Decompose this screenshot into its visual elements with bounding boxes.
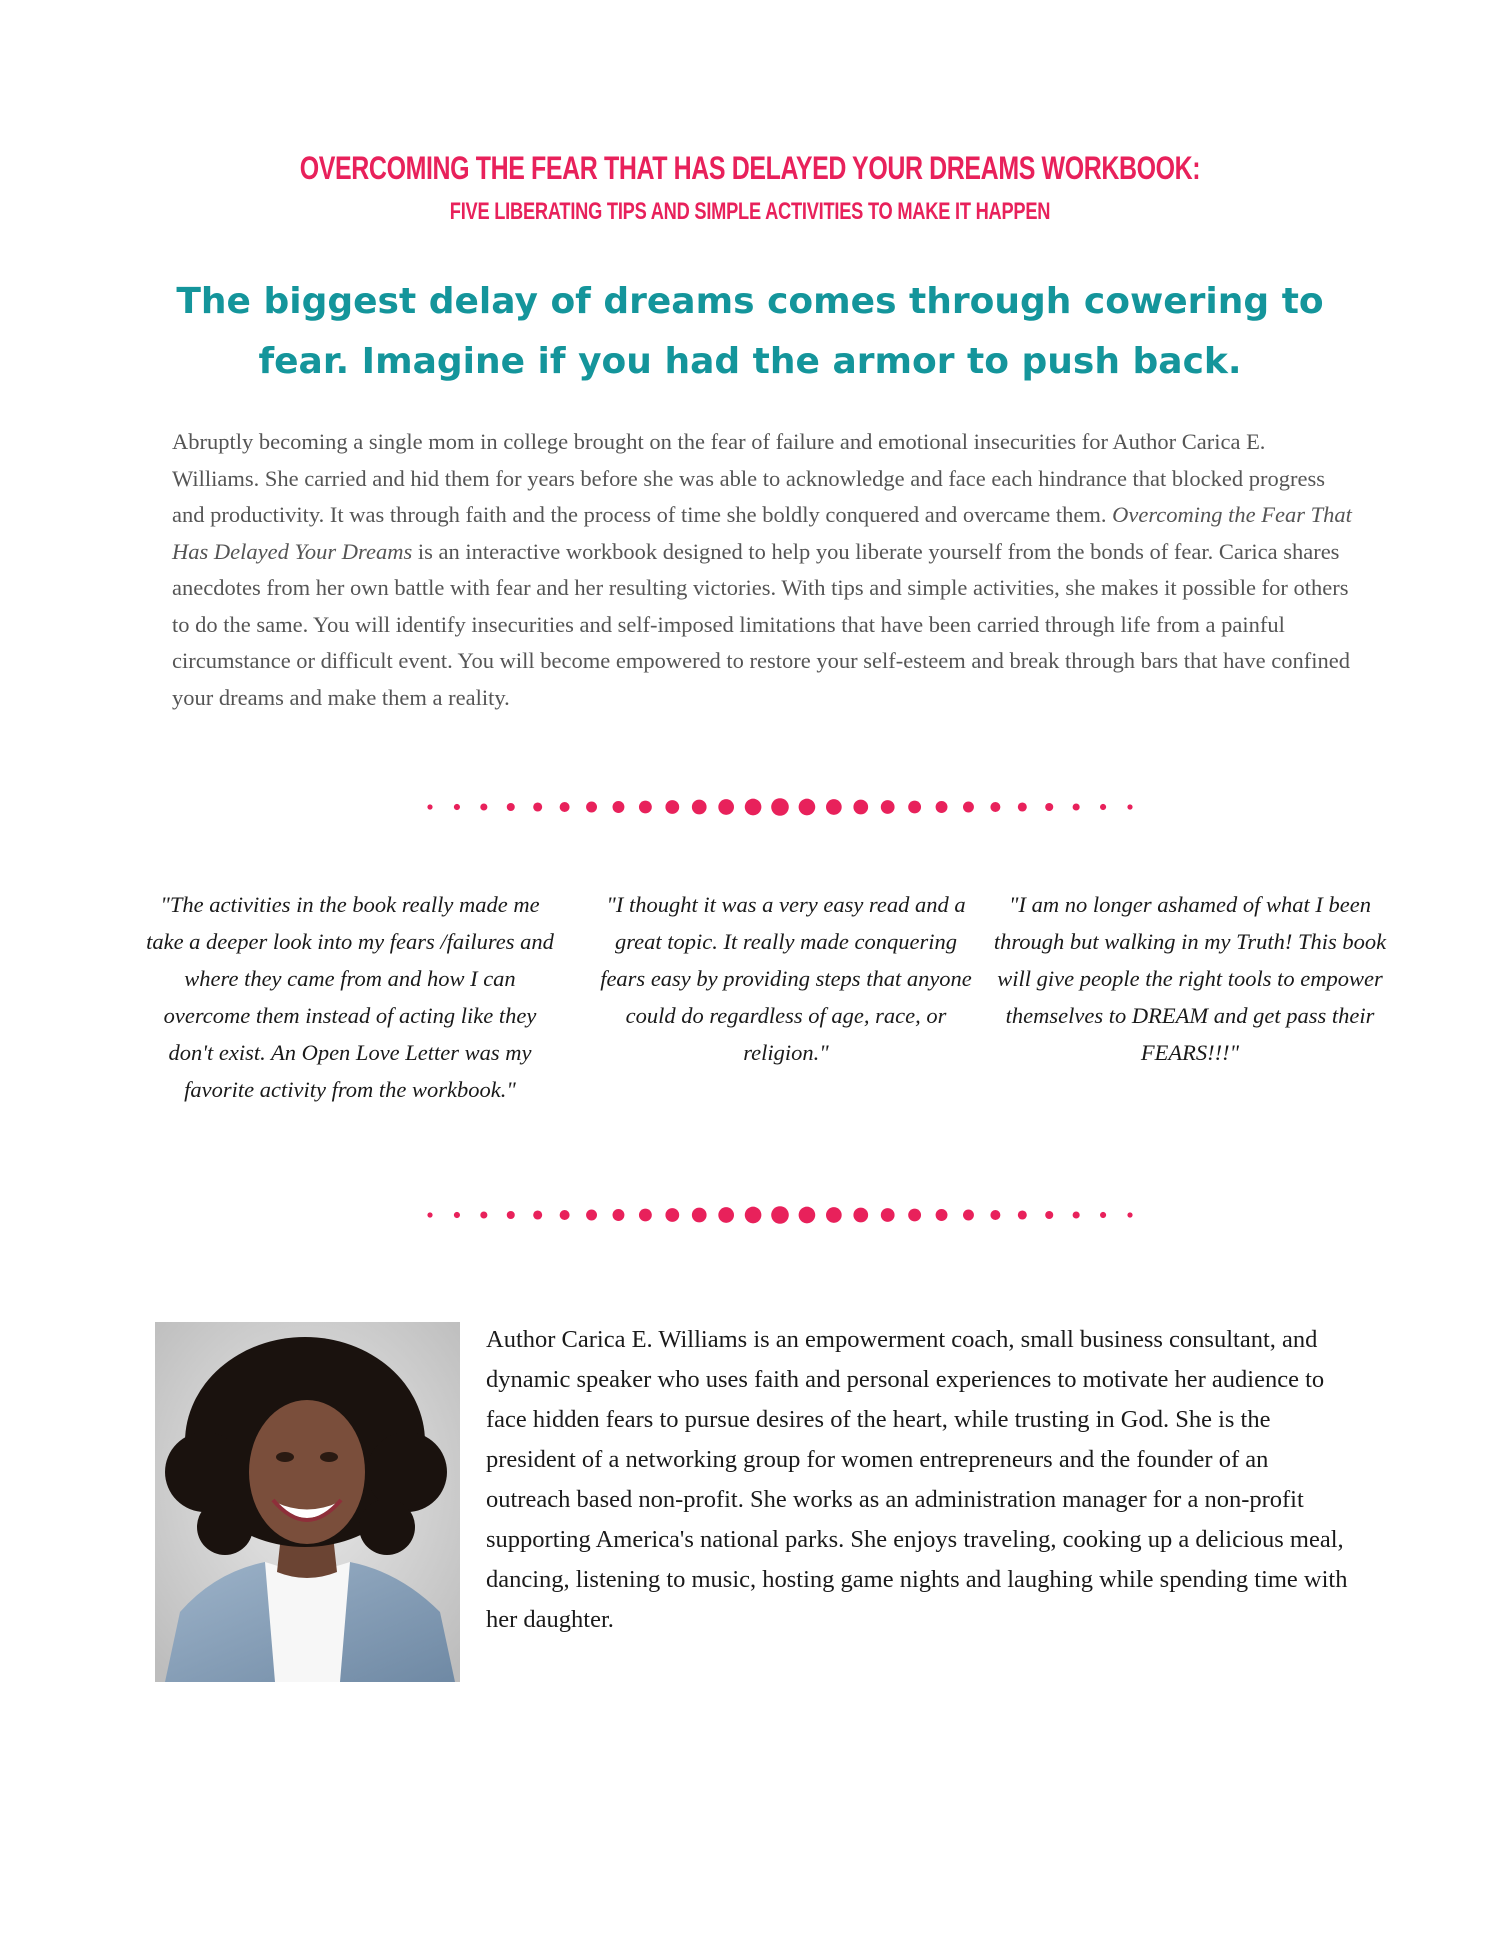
author-portrait-illustration (155, 1322, 460, 1682)
divider-dot (936, 1209, 948, 1221)
book-subtitle: FIVE LIBERATING TIPS AND SIMPLE ACTIVITIES TO MAKE IT HAPPEN (449, 198, 1051, 225)
divider-dot (586, 802, 597, 813)
dotted-divider-bottom (420, 1203, 1140, 1227)
divider-dot (1045, 1211, 1053, 1219)
divider-dot (881, 800, 895, 814)
divider-dot (665, 1208, 679, 1222)
divider-dot (1127, 1212, 1132, 1217)
divider-dot (771, 798, 789, 816)
divider-dot (1073, 1211, 1080, 1218)
author-photo (155, 1322, 460, 1682)
divider-dot (480, 803, 487, 810)
divider-dot (881, 1208, 895, 1222)
dot-row-svg-top (420, 795, 1140, 819)
divider-dot (665, 800, 679, 814)
intro-book-title: Overcoming the Fear That Has Delayed Your Dreams (172, 502, 1352, 564)
tagline: The biggest delay of dreams comes through cowering to fear. Imagine if you had the armor to push back. (176, 281, 1324, 382)
dot-row-svg-bottom (420, 1203, 1140, 1227)
divider-dot (745, 1207, 762, 1224)
divider-dot (853, 1208, 868, 1223)
divider-dot (613, 1209, 625, 1221)
intro-text-start: Abruptly becoming a single mom in college brought on the fear of failure and emotional insecurities for Author Carica E. Williams. She carried and hid them for years before she was able to acknowledge and face each hindrance that blocked progress and productivity. It was through faith and the process of time she boldly conquered and overcame them. (172, 429, 1326, 527)
divider-dot (1100, 1212, 1106, 1218)
divider-dot (1045, 803, 1053, 811)
book-title: OVERCOMING THE FEAR THAT HAS DELAYED YOUR DREAMS WORKBOOK: (299, 150, 1201, 186)
divider-dot (613, 801, 625, 813)
divider-dot (908, 1209, 921, 1222)
divider-dot (1100, 804, 1106, 810)
divider-dot (771, 1206, 789, 1224)
divider-dot (908, 801, 921, 814)
divider-dot (990, 1210, 1000, 1220)
dotted-divider-top (420, 795, 1140, 819)
divider-dot (507, 1211, 515, 1219)
divider-dot (799, 1207, 816, 1224)
divider-dot (692, 1208, 707, 1223)
divider-dot (560, 802, 570, 812)
divider-dot (745, 799, 762, 816)
divider-dot (586, 1210, 597, 1221)
divider-dot (427, 1212, 432, 1217)
divider-dot (454, 1212, 460, 1218)
divider-dot (692, 800, 707, 815)
divider-dot (1018, 802, 1027, 811)
divider-dot (480, 1211, 487, 1218)
divider-dot (853, 800, 868, 815)
divider-dot (826, 1207, 842, 1223)
divider-dot (533, 802, 542, 811)
divider-dot (1018, 1210, 1027, 1219)
testimonial-1: "The activities in the book really made me take a deeper look into my fears /failures and where they came from and how I can overcome them instead of acting like they don't exist. An Open Love Letter was my favorite activity from the workbook." (146, 892, 554, 1102)
divider-dot (560, 1210, 570, 1220)
divider-dot (990, 802, 1000, 812)
testimonial-2: "I thought it was a very easy read and a great topic. It really made conquering fears easy by providing steps that anyone could do regardless of age, race, or religion." (600, 892, 972, 1065)
divider-dot (936, 801, 948, 813)
divider-dot (826, 799, 842, 815)
divider-dot (718, 799, 734, 815)
divider-dot (507, 803, 515, 811)
author-bio: Author Carica E. Williams is an empowerment coach, small business consultant, and dynamic speaker who uses faith and personal experiences to motivate her audience to face hidden fears to pursue desires of the heart, while trusting in God. She is the president of a networking group for women entrepreneurs and the founder of an outreach based non-profit. She works as an administration manager for a non-profit supporting America's national parks. She enjoys traveling, cooking up a delicious meal, dancing, listening to music, hosting game nights and laughing while spending time with her daughter. (486, 1326, 1348, 1633)
divider-dot (427, 804, 432, 809)
divider-dot (1127, 804, 1132, 809)
divider-dot (639, 1209, 652, 1222)
intro-paragraph (172, 424, 1352, 716)
divider-dot (963, 1210, 974, 1221)
divider-dot (799, 799, 816, 816)
intro-text-end: is an interactive workbook designed to help you liberate yourself from the bonds of fear. Carica shares anecdotes from her own battle with fear and her resulting victories. With tips and simple activities, she makes it possible for others to do the same. You will identify insecurities and self-imposed limitations that have been carried through life from a painful circumstance or difficult event. You will become empowered to restore your self-esteem and break through bars that have confined your dreams and make them a reality. (172, 538, 1350, 710)
divider-dot (963, 802, 974, 813)
divider-dot (1073, 803, 1080, 810)
divider-dot (639, 801, 652, 814)
testimonial-3: "I am no longer ashamed of what I been through but walking in my Truth! This book will give people the right tools to empower themselves to DREAM and get pass their FEARS!!!" (993, 892, 1387, 1065)
divider-dot (454, 804, 460, 810)
divider-dot (533, 1210, 542, 1219)
divider-dot (718, 1207, 734, 1223)
